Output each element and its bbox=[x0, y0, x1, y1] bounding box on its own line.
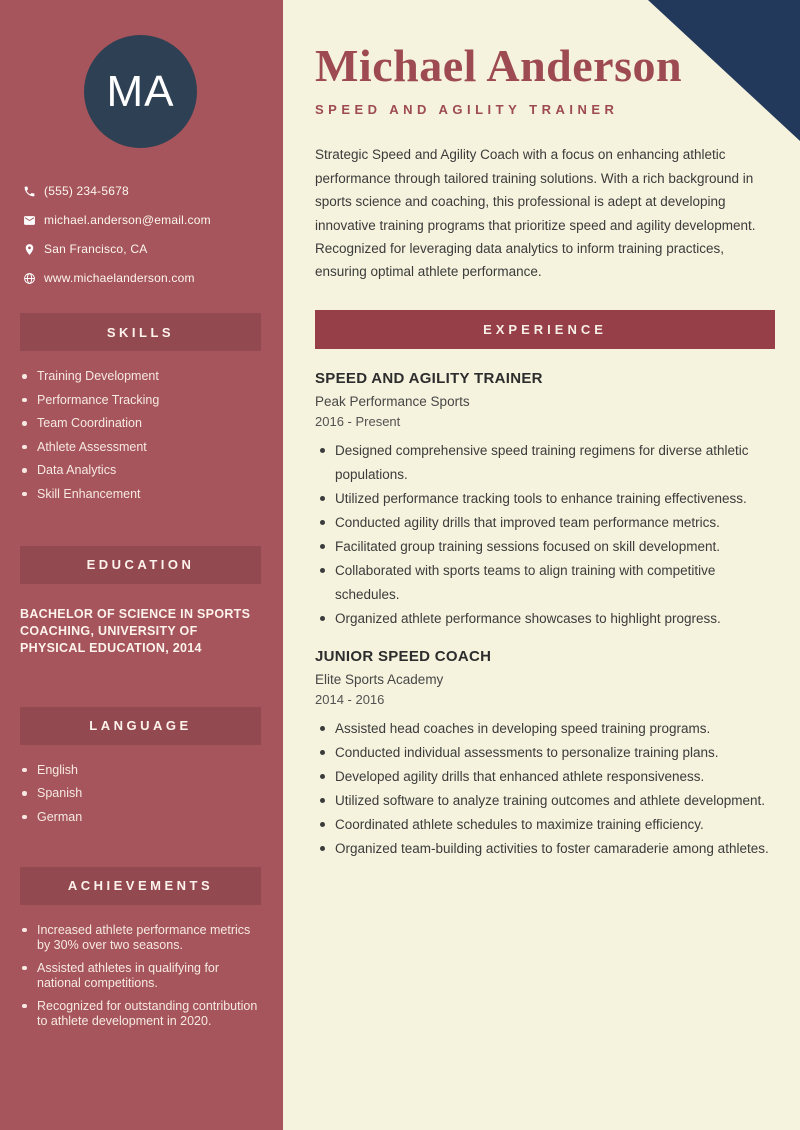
language-item: German bbox=[20, 810, 261, 825]
language-list bbox=[20, 763, 261, 825]
language-section-header bbox=[20, 707, 261, 745]
job-title: SPEED AND AGILITY TRAINER bbox=[315, 369, 543, 387]
experience-section-title: EXPERIENCE bbox=[483, 321, 607, 337]
achievements-section-title: ACHIEVEMENTS bbox=[67, 878, 214, 893]
job-bullet-list bbox=[315, 439, 775, 631]
job-bullet: Assisted head coaches in developing speed training programs. bbox=[315, 717, 775, 741]
achievements-list bbox=[20, 923, 261, 1029]
contact-email bbox=[20, 213, 261, 227]
location-icon bbox=[22, 242, 36, 256]
skill-item: Team Coordination bbox=[20, 416, 261, 431]
education-text: BACHELOR OF SCIENCE IN SPORTS COACHING, UNIVERSITY OF PHYSICAL EDUCATION, 2014 bbox=[20, 606, 251, 655]
contact-location bbox=[20, 242, 261, 256]
education-section-header bbox=[20, 546, 261, 584]
job-entry bbox=[315, 648, 775, 861]
job-entry bbox=[315, 370, 775, 631]
job-bullet: Designed comprehensive speed training regimens for diverse athletic populations. bbox=[315, 439, 775, 487]
globe-icon bbox=[22, 271, 36, 285]
contact-list bbox=[20, 184, 261, 285]
experience-section-header bbox=[315, 310, 775, 349]
language-item: English bbox=[20, 763, 261, 778]
job-dates: 2014 - 2016 bbox=[315, 691, 385, 707]
job-bullet: Conducted individual assessments to personalize training plans. bbox=[315, 741, 775, 765]
skills-section-title: SKILLS bbox=[106, 324, 175, 340]
achievement-item: Increased athlete performance metrics by 30% over two seasons. bbox=[20, 923, 261, 953]
skills-section-header bbox=[20, 313, 261, 351]
job-company: Elite Sports Academy bbox=[315, 671, 444, 687]
summary-paragraph: Strategic Speed and Agility Coach with a focus on enhancing athletic performance through tailored training solutions. With a rich background in sports science and coaching, this professional is adept at developing innovative training programs that prioritize speed and agility development. Recognized for leveraging data analytics to inform training practices, ensuring optimal athlete performance. bbox=[315, 147, 756, 280]
job-dates: 2016 - Present bbox=[315, 413, 401, 429]
skill-item: Training Development bbox=[20, 369, 261, 384]
job-bullet: Developed agility drills that enhanced athlete responsiveness. bbox=[315, 765, 775, 789]
achievement-item: Assisted athletes in qualifying for national competitions. bbox=[20, 961, 261, 991]
job-bullet-list bbox=[315, 717, 775, 861]
skill-item: Skill Enhancement bbox=[20, 487, 261, 502]
language-section-title: LANGUAGE bbox=[89, 718, 192, 733]
job-bullet: Organized team-building activities to foster camaraderie among athletes. bbox=[315, 837, 775, 861]
contact-website-text: www.michaelanderson.com bbox=[44, 271, 195, 285]
skill-item: Performance Tracking bbox=[20, 393, 261, 408]
phone-icon bbox=[22, 184, 36, 198]
job-bullet: Conducted agility drills that improved team performance metrics. bbox=[315, 511, 775, 535]
person-job-title: SPEED AND AGILITY TRAINER bbox=[315, 102, 619, 118]
job-bullet: Coordinated athlete schedules to maximize training efficiency. bbox=[315, 813, 775, 837]
skill-item: Data Analytics bbox=[20, 463, 261, 478]
job-bullet: Organized athlete performance showcases to highlight progress. bbox=[315, 607, 775, 631]
job-title: JUNIOR SPEED COACH bbox=[315, 647, 492, 665]
contact-email-text: michael.anderson@email.com bbox=[44, 213, 211, 227]
contact-website bbox=[20, 271, 261, 285]
job-bullet: Collaborated with sports teams to align training with competitive schedules. bbox=[315, 559, 775, 607]
contact-location-text: San Francisco, CA bbox=[44, 242, 148, 256]
skill-item: Athlete Assessment bbox=[20, 440, 261, 455]
main-content bbox=[283, 0, 800, 1130]
skills-list bbox=[20, 369, 261, 502]
job-company: Peak Performance Sports bbox=[315, 393, 470, 409]
achievement-item: Recognized for outstanding contribution to athlete development in 2020. bbox=[20, 999, 261, 1029]
achievements-section-header bbox=[20, 867, 261, 905]
job-bullet: Facilitated group training sessions focused on skill development. bbox=[315, 535, 775, 559]
job-bullet: Utilized software to analyze training outcomes and athlete development. bbox=[315, 789, 775, 813]
education-section-title: EDUCATION bbox=[86, 557, 195, 572]
email-icon bbox=[22, 213, 36, 227]
job-bullet: Utilized performance tracking tools to enhance training effectiveness. bbox=[315, 487, 775, 511]
sidebar bbox=[0, 0, 283, 1130]
person-name: Michael Anderson bbox=[315, 40, 683, 91]
contact-phone bbox=[20, 184, 261, 198]
contact-phone-text: (555) 234-5678 bbox=[44, 184, 129, 198]
avatar-initials: MA bbox=[106, 66, 175, 116]
avatar bbox=[84, 35, 197, 148]
language-item: Spanish bbox=[20, 786, 261, 801]
